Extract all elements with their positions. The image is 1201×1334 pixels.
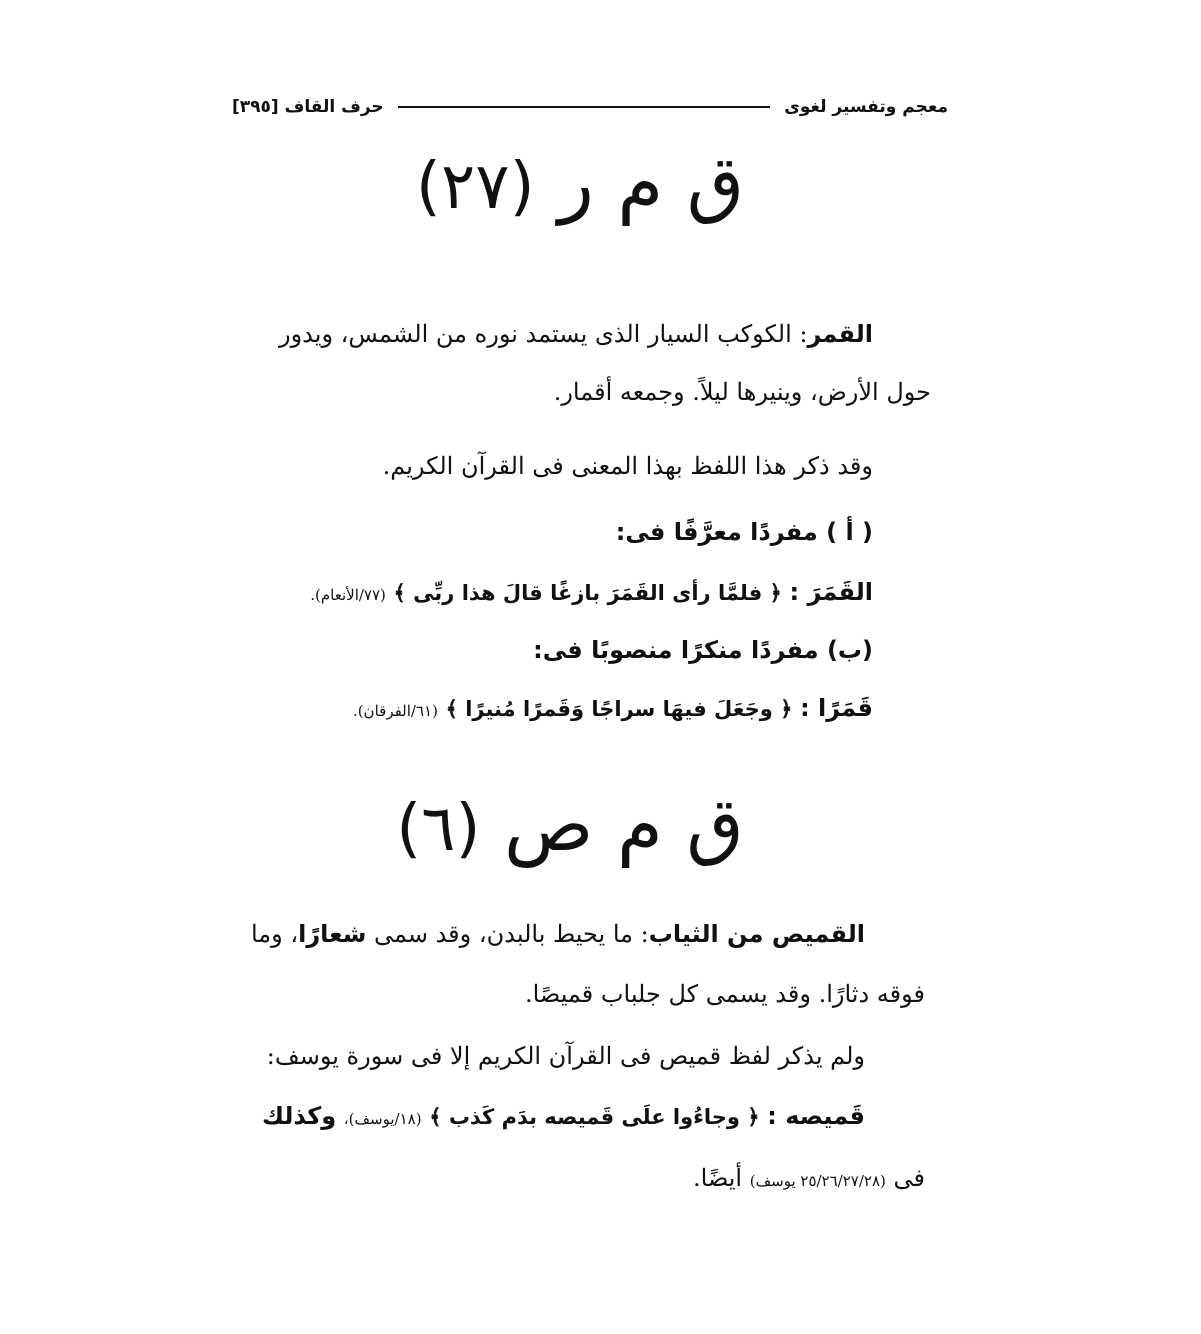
example-word: قَميصه : xyxy=(767,1102,865,1130)
example-b-verse: ﴿ وجَعَلَ فيهَا سراجًا وَقَمرًا مُنيرًا ﴾ xyxy=(445,697,793,721)
section-b-heading: (ب) مفردًا منكرًا منصوبًا فى: xyxy=(533,636,873,664)
definition-line-2: فوقه دثارًا. وقد يسمى كل جلباب قميصًا. xyxy=(524,980,925,1008)
definition-text-end: ، وما xyxy=(250,920,299,948)
entry-root: ق م ص xyxy=(504,782,744,868)
example-ref: (١٨/يوسف)، xyxy=(343,1110,422,1128)
synonym-term: شعارًا xyxy=(298,920,367,948)
entry-heading-qms xyxy=(270,782,870,868)
example-end: وكذلك xyxy=(262,1102,337,1130)
last-line-start: فى xyxy=(893,1164,925,1192)
example-a-word: القَمَرَ : xyxy=(789,578,873,606)
entry-heading-qmr xyxy=(280,140,880,226)
example-b xyxy=(353,694,873,723)
entry-count: (٢٧) xyxy=(415,150,535,224)
running-header xyxy=(232,92,948,122)
definition-term: القميص من الثياب xyxy=(648,920,865,948)
definition-line-1 xyxy=(251,920,865,949)
chapter-title: حرف القاف [٣٩٥] xyxy=(232,97,384,117)
section-a-heading: ( أ ) مفردًا معرَّفًا فى: xyxy=(615,518,873,546)
definition-line-2: حول الأرض، وينيرها ليلاً. وجمعه أقمار. xyxy=(553,378,931,406)
mention-line: ولم يذكر لفظ قميص فى القرآن الكريم إلا فى سورة يوسف: xyxy=(266,1042,865,1070)
example-a xyxy=(310,578,873,607)
example-a-ref: (٧٧/الأنعام). xyxy=(310,586,386,604)
example-a-verse: ﴿ فلمَّا رأى القَمَرَ بازغًا قالَ هذا ربِّى ﴾ xyxy=(393,581,782,605)
book-title: معجم وتفسير لغوى xyxy=(784,97,948,117)
definition-term: القمر xyxy=(807,320,873,348)
entry-root: ق م ر xyxy=(558,140,745,226)
last-line-end: أيضًا. xyxy=(693,1164,743,1192)
definition-line-1 xyxy=(279,320,873,349)
example-b-ref: (٦١/الفرقان). xyxy=(352,702,438,720)
definition-text: : الكوكب السيار الذى يستمد نوره من الشمس، ويدور xyxy=(279,320,808,348)
definition-text: : ما يحيط بالبدن، وقد سمى xyxy=(373,920,649,948)
entry-count: (٦) xyxy=(396,792,481,866)
example-verse: ﴿ وجاءُوا علَى قَميصه بدَم كَذب ﴾ xyxy=(429,1105,760,1129)
mention-line: وقد ذكر هذا اللفظ بهذا المعنى فى القرآن الكريم. xyxy=(382,452,873,480)
last-line xyxy=(693,1164,925,1193)
last-line-ref: (٢٥/٢٦/٢٧/٢٨ يوسف) xyxy=(749,1172,886,1190)
header-rule xyxy=(398,106,771,108)
example-b-word: قَمَرًا : xyxy=(800,694,873,722)
example-qamis xyxy=(262,1102,865,1131)
